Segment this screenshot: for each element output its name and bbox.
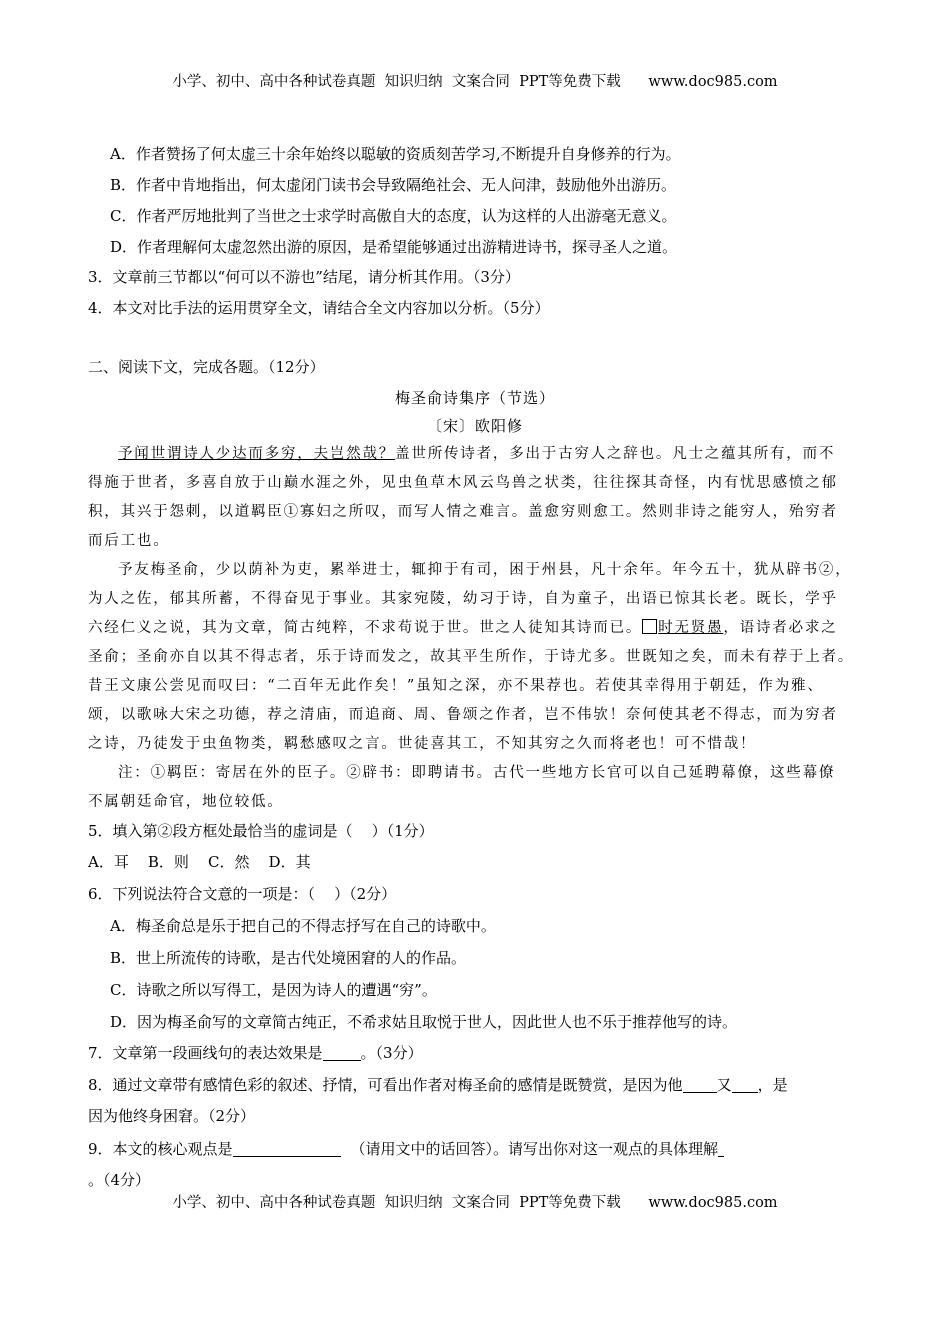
q2-option-a: A．作者赞扬了何太虚三十余年始终以聪敏的资质刻苦学习,不断提升自身修养的行为。 — [110, 145, 681, 163]
question-3: 3．文章前三节都以“何可以不游也”结尾，请分析其作用。（3分） — [88, 268, 520, 286]
underlined-sentence: 予闻世谓诗人少达而多穷，夫岂然哉？ — [118, 446, 396, 462]
q6-option-c: C．诗歌之所以写得工，是因为诗人的遭遇“穷”。 — [110, 981, 437, 999]
question-5: 5．填入第②段方框处最恰当的虚词是（ ）（1分） — [88, 822, 434, 840]
q2-option-c: C．作者严厉地批判了当世之士求学时高傲自大的态度，认为这样的人出游毫无意义。 — [110, 207, 677, 225]
passage-p2-line7: 之诗，乃徒发于虫鱼物类，羁愁感叹之言。世徒喜其工，不知其穷之久而将老也！可不惜哉！ — [88, 736, 757, 752]
passage-p2-line4: 圣俞；圣俞亦自以其不得志者，乐于诗而发之，故其平生所作，于诗尤多。世既知之矣，而未有荐于上者。 — [88, 649, 855, 665]
passage-p1-line4: 而后工也。 — [88, 533, 170, 549]
passage-p2-line3: 六经仁义之说，其为文章，简古纯粹，不求苟说于世。世之人徒知其诗而已。 时无贤愚，语诗者必求之 — [88, 620, 838, 636]
q6-option-d: D．因为梅圣俞写的文章简古纯正，不希求姑且取悦于世人，因此世人也不乐于推荐他写的诗。 — [110, 1013, 738, 1031]
note-line1: 注：①羁臣：寄居在外的臣子。②辟书：即聘请书。古代一些地方长官可以自己延聘幕僚，这些幕僚 — [118, 765, 836, 781]
passage-p2-line1: 予友梅圣俞，少以荫补为吏，累举进士，辄抑于有司，困于州县，凡十余年。年今五十，犹从辟书②， — [118, 562, 852, 578]
passage-author: 〔宋〕欧阳修 — [426, 417, 523, 435]
question-7: 7．文章第一段画线句的表达效果是 。（3分） — [88, 1044, 423, 1062]
question-6: 6．下列说法符合文意的一项是：（ ）（2分） — [88, 885, 397, 903]
question-8: 8．通过文章带有感情色彩的叙述、抒情，可看出作者对梅圣俞的感情是既赞赏，是因为他 又 ，是 — [88, 1076, 788, 1094]
q2-option-d: D．作者理解何太虚忽然出游的原因，是希望能够通过出游精进诗书，探寻圣人之道。 — [110, 238, 678, 256]
question-9: 9．本文的核心观点是 （请用文中的话回答）。请写出你对这一观点的具体理解 — [88, 1139, 724, 1159]
section-2-heading: 二、阅读下文，完成各题。（12分） — [88, 358, 325, 376]
answer-blank — [323, 1045, 361, 1061]
question-8-line2: 因为他终身困窘。（2分） — [88, 1107, 256, 1125]
passage-p2-line2: 为人之佐，郁其所蓄，不得奋见于事业。其家宛陵，幼习于诗，自为童子，出语已惊其长老。既长，学乎 — [88, 591, 838, 607]
q6-option-b: B．世上所流传的诗歌，是古代处境困窘的人的作品。 — [110, 949, 467, 967]
q6-option-a: A．梅圣俞总是乐于把自己的不得志抒写在自己的诗歌中。 — [110, 917, 496, 935]
passage-p1-line2: 得施于世者，多喜自放于山巅水涯之外，见虫鱼草木风云鸟兽之状类，往往探其奇怪，内有忧思感愤之郁 — [88, 475, 838, 491]
question-5-options: A．耳 B．则 C．然 D．其 — [88, 853, 311, 871]
underlined-phrase: 时无贤愚 — [658, 620, 724, 636]
note-line2: 不属朝廷命官，地位较低。 — [88, 794, 284, 810]
answer-blank — [683, 1077, 717, 1093]
fill-in-box — [642, 619, 657, 634]
passage-p2-line6: 颂，以歌咏大宋之功德，荐之清庙，而追商、周、鲁颂之作者，岂不伟欤！奈何使其老不得志，而为穷者 — [88, 707, 838, 723]
question-9-line2: 。（4分） — [88, 1171, 151, 1189]
passage-title: 梅圣俞诗集序（节选） — [394, 389, 555, 407]
passage-p1-line1: 予闻世谓诗人少达而多穷，夫岂然哉？盖世所传诗者，多出于古穷人之辞也。凡士之蕴其所有，而不 — [118, 446, 836, 462]
answer-blank — [718, 1141, 724, 1157]
q2-option-b: B．作者中肯地指出，何太虚闭门读书会导致隔绝社会、无人问津，鼓励他外出游历。 — [110, 176, 677, 194]
passage-p2-line5: 昔王文康公尝见而叹曰：“二百年无此作矣！”虽知之深，亦不果荐也。若使其幸得用于朝廷，作为雅、 — [88, 678, 824, 694]
page-footer: 小学、初中、高中各种试卷真题 知识归纳 文案合同 PPT等免费下载 www.doc985.com — [172, 1195, 778, 1211]
answer-blank — [732, 1077, 758, 1093]
passage-p1-line3: 积，其兴于怨刺，以道羁臣①寡妇之所叹，而写人情之难言。盖愈穷则愈工。然则非诗之能穷人，殆穷者 — [88, 504, 838, 520]
answer-blank — [233, 1141, 341, 1157]
page-header: 小学、初中、高中各种试卷真题 知识归纳 文案合同 PPT等免费下载 www.doc985.com — [172, 74, 778, 90]
question-4: 4．本文对比手法的运用贯穿全文，请结合全文内容加以分析。（5分） — [88, 299, 550, 317]
